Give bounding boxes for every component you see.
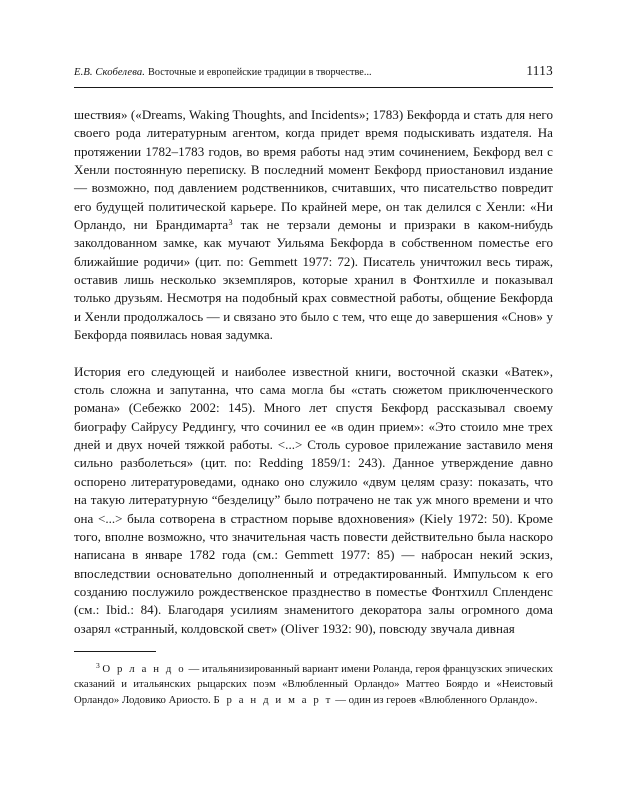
header-divider: [74, 87, 553, 88]
body-text-column: [74, 106, 553, 638]
running-head-title: Восточные и европейские традиции в творчестве...: [148, 67, 372, 78]
footnote-block: [74, 662, 553, 708]
footnote-body: О р л а н д о — итальянизированный вариант имени Роланда, героя французских эпических сказаний и итальянских рыцарских поэм «Влюбленный Орландо» Маттео Боярдо и «Неистовый Орландо» Лодовико Ариосто. Б р а н д и м а р т — один из героев «Влюбленного Орландо».: [74, 663, 553, 706]
page-number: 1113: [526, 63, 553, 78]
letter-spaced-term: О р л а н д о: [102, 663, 186, 675]
body-paragraph: История его следующей и наиболее известной книги, восточной сказки «Ватек», столь сложна и запутанна, что сама могла бы «стать сюжетом приключенческого романа» (Себежко 2002: 145). Много лет спустя Бекфорд рассказывал своему биографу Сайрусу Реддингу, что сочинил ее «в один прием»: «Это стоило мне трех дней и двух ночей тяжкой работы. <...> Столь суровое прилежание заставило меня сильно разболеться» (цит. по: Redding 1859/1: 243). Данное утверждение давно оспорено литературоведами, однако оно служило «двум целям сразу: показать, что на такую литературную “безделицу” было потрачено не так уж много времени и что она <...> была сотворена в страстном порыве вдохновения» (Kiely 1972: 50). Кроме того, вполне возможно, что значительная часть повести действительно была наскоро написана в январе 1782 года (см.: Gemmett 1977: 85) — набросан некий эскиз, впоследствии основательно дополненный и отредактированный. Импульсом к его созданию послужило рождественское празднество в поместье Фонтхилл Спленденс (см.: Ibid.: 84). Благодаря усилиям знаменитого декоратора залы огромного дома озарял «странный, колдовской свет» (Oliver 1932: 90), повсюду звучала дивная: [74, 363, 553, 636]
footnote-text: [74, 662, 553, 708]
running-head: [74, 63, 553, 80]
footnote-divider: [74, 651, 156, 652]
footnote-number: 3: [96, 660, 100, 670]
footnote-reference[interactable]: 3: [228, 217, 233, 227]
running-head-author: Е.В. Скобелева.: [74, 67, 145, 78]
body-paragraph: шествия» («Dreams, Waking Thoughts, and Incidents»; 1783) Бекфорда и стать для него своего рода литературным агентом, когда придет время подыскивать издателя. На протяжении 1782–1783 годов, во время работы над этим сочинением, Бекфорд вел с Хенли постоянную переписку. В последний момент Бекфорд приостановил издание — возможно, под давлением родственников, считавших, что писательство повредит его будущей политической карьере. По крайней мере, он так делился с Хенли: «Ни Орландо, ни Брандимарта$^3$ так не терзали демоны и призраки в каком-нибудь заколдованном замке, как мучают Уильяма Бекфорда в собственном поместье его ближайшие родичи» (цит. по: Gemmett 1977: 72). Писатель уничтожил весь тираж, оставив лишь несколько экземпляров, которые хранил в Фонтхилле и показывал только друзьям. Несмотря на подобный крах совместной работы, общение Бекфорда и Хенли продолжалось — и связано это было с тем, что еще до завершения «Снов» у Бекфорда появилась новая задумка.: [74, 107, 553, 343]
letter-spaced-term: Б р а н д и м а р т: [213, 693, 333, 706]
